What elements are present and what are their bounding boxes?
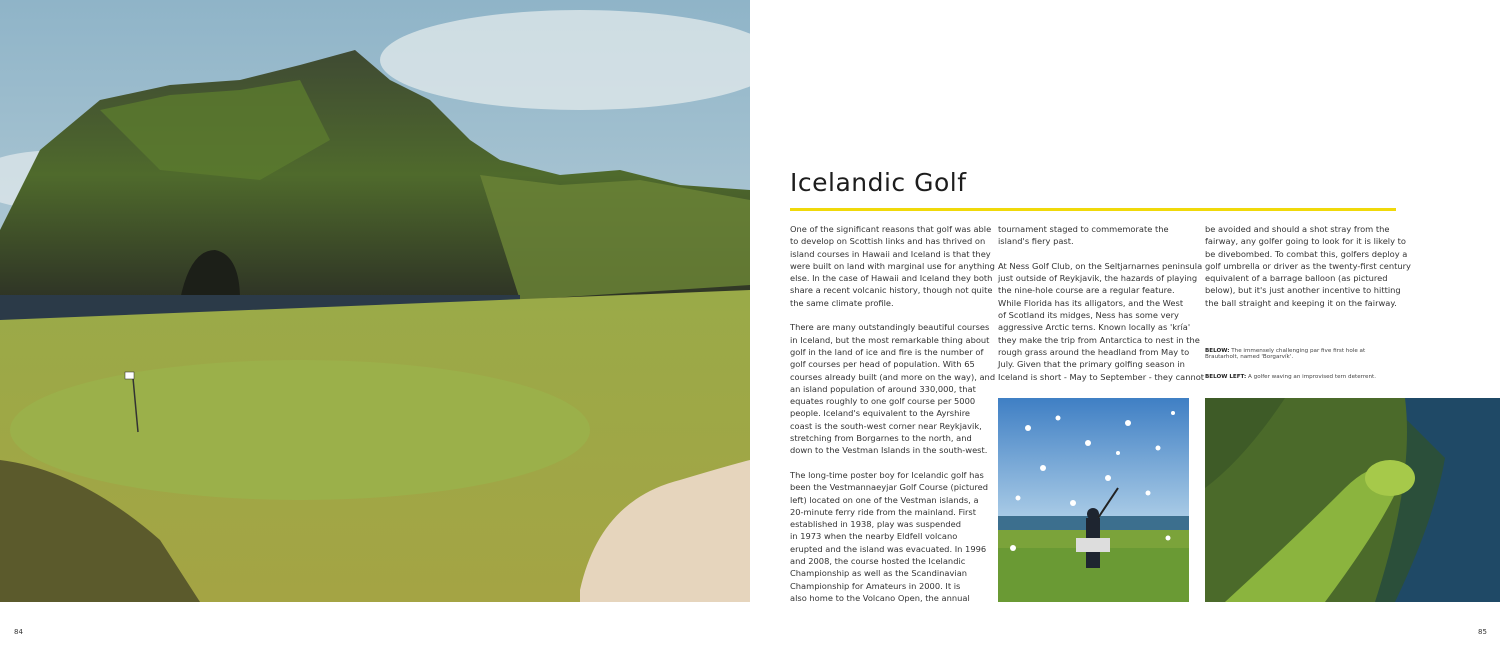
body-text-line: Iceland is short - May to September - they cannot	[998, 371, 1205, 382]
body-column-2	[998, 223, 1205, 383]
body-text-line: tournament staged to commemorate the	[998, 224, 1169, 234]
body-text-line: of Scotland its midges, Ness has some very	[998, 310, 1179, 321]
body-text-line: they make the trip from Antarctica to nest in the	[998, 334, 1200, 345]
photo-golfer-with-terns	[998, 398, 1189, 602]
body-text-line: be divebombed. To combat this, golfers deploy a	[1205, 248, 1408, 259]
body-text-line: Championship as well as the Scandinavian	[790, 568, 968, 579]
body-text-line: were built on land with marginal use for anything	[790, 260, 995, 271]
body-text-line: the same climate profile.	[790, 297, 894, 308]
body-text-line: equates roughly to one golf course per 5000	[790, 396, 976, 407]
caption-text: A golfer waving an improvised tern deterrent.	[1246, 374, 1376, 380]
body-text-line: island courses in Hawaii and Iceland is that they	[790, 248, 991, 259]
body-text-line: erupted and the island was evacuated. In 1996	[790, 543, 987, 554]
body-text-line: be avoided and should a shot stray from the	[1205, 224, 1390, 234]
body-text-line: island's fiery past.	[998, 236, 1074, 247]
body-text-line: in Iceland, but the most remarkable thing about	[790, 334, 990, 345]
hero-photo-vestmannaeyjar-golf-course	[0, 0, 750, 602]
body-text-line: been the Vestmannaeyjar Golf Course (pictured	[790, 482, 989, 493]
body-text-line: golf courses per head of population. With 65	[790, 359, 975, 370]
body-text-line: rough grass around the headland from May to	[998, 346, 1190, 357]
body-text-line: also home to the Volcano Open, the annual	[790, 592, 970, 603]
body-text-line: to develop on Scottish links and has thrived on	[790, 236, 986, 247]
body-text-line: stretching from Borgarnes to the north, and	[790, 433, 972, 444]
page-number-right: 85	[1478, 628, 1487, 636]
body-text-line: At Ness Golf Club, on the Seltjarnarnes peninsula	[998, 260, 1203, 271]
body-text-line: One of the significant reasons that golf was able	[790, 224, 992, 234]
body-text-line: aggressive Arctic terns. Known locally as 'kría'	[998, 322, 1191, 333]
body-text-line: golf in the land of ice and fire is the number of	[790, 346, 984, 357]
body-text-line: left) located on one of the Vestman islands, a	[790, 494, 979, 505]
paragraph-gap	[790, 457, 985, 469]
caption-below-left	[1205, 374, 1376, 380]
caption-text: Brautarholt, named 'Borgarvík'.	[1205, 354, 1294, 360]
body-text-line: in 1973 when the nearby Eldfell volcano	[790, 531, 958, 542]
body-text-line: the ball straight and keeping it on the fairway.	[1205, 297, 1397, 308]
body-column-3	[1205, 223, 1411, 309]
body-text-line: else. In the case of Hawaii and Iceland they both	[790, 273, 993, 284]
title-underline-rule	[790, 208, 1396, 211]
caption-text: The immensely challenging par five first hole at	[1229, 348, 1366, 354]
body-text-line: courses already built (and more on the way), and	[790, 371, 996, 382]
body-column-1	[790, 223, 996, 604]
body-text-line: and 2008, the course hosted the Icelandic	[790, 556, 966, 567]
body-text-line: just outside of Reykjavik, the hazards of playing	[998, 273, 1198, 284]
body-text-line: While Florida has its alligators, and the West	[998, 297, 1184, 308]
body-text-line: below), but it's just another incentive to hitting	[1205, 285, 1401, 296]
body-text-line: the nine-hole course are a regular feature.	[998, 285, 1175, 296]
body-text-line: fairway, any golfer going to look for it is likely to	[1205, 236, 1406, 247]
paragraph-gap	[998, 248, 1193, 260]
body-text-line: an island population of around 330,000, that	[790, 383, 976, 394]
body-text-line: Championship for Amateurs in 2000. It is	[790, 580, 961, 591]
body-text-line: There are many outstandingly beautiful courses	[790, 322, 990, 333]
body-text-line: July. Given that the primary golfing season in	[998, 359, 1185, 370]
caption-below	[1205, 348, 1365, 360]
body-text-line: equivalent of a barrage balloon (as pictured	[1205, 273, 1388, 284]
landscape-illustration	[0, 0, 750, 602]
body-text-line: 20-minute ferry ride from the mainland. First	[790, 506, 977, 517]
body-text-line: established in 1938, play was suspended	[790, 519, 962, 530]
caption-label: BELOW LEFT:	[1205, 374, 1247, 380]
body-text-line: The long-time poster boy for Icelandic golf has	[790, 469, 984, 480]
caption-label: BELOW:	[1205, 348, 1230, 354]
body-text-line: share a recent volcanic history, though not quite	[790, 285, 993, 296]
photo-brautarholt-first-hole-aerial	[1205, 398, 1500, 602]
body-text-line: down to the Vestman Islands in the south-west.	[790, 445, 988, 456]
paragraph-gap	[790, 309, 985, 321]
body-text-line: people. Iceland's equivalent to the Ayrshire	[790, 408, 971, 419]
body-text-line: coast is the south-west corner near Reykjavik,	[790, 420, 982, 431]
article-title: Icelandic Golf	[790, 168, 967, 197]
page-number-left: 84	[14, 628, 23, 636]
body-text-line: golf umbrella or driver as the twenty-first century	[1205, 260, 1411, 271]
